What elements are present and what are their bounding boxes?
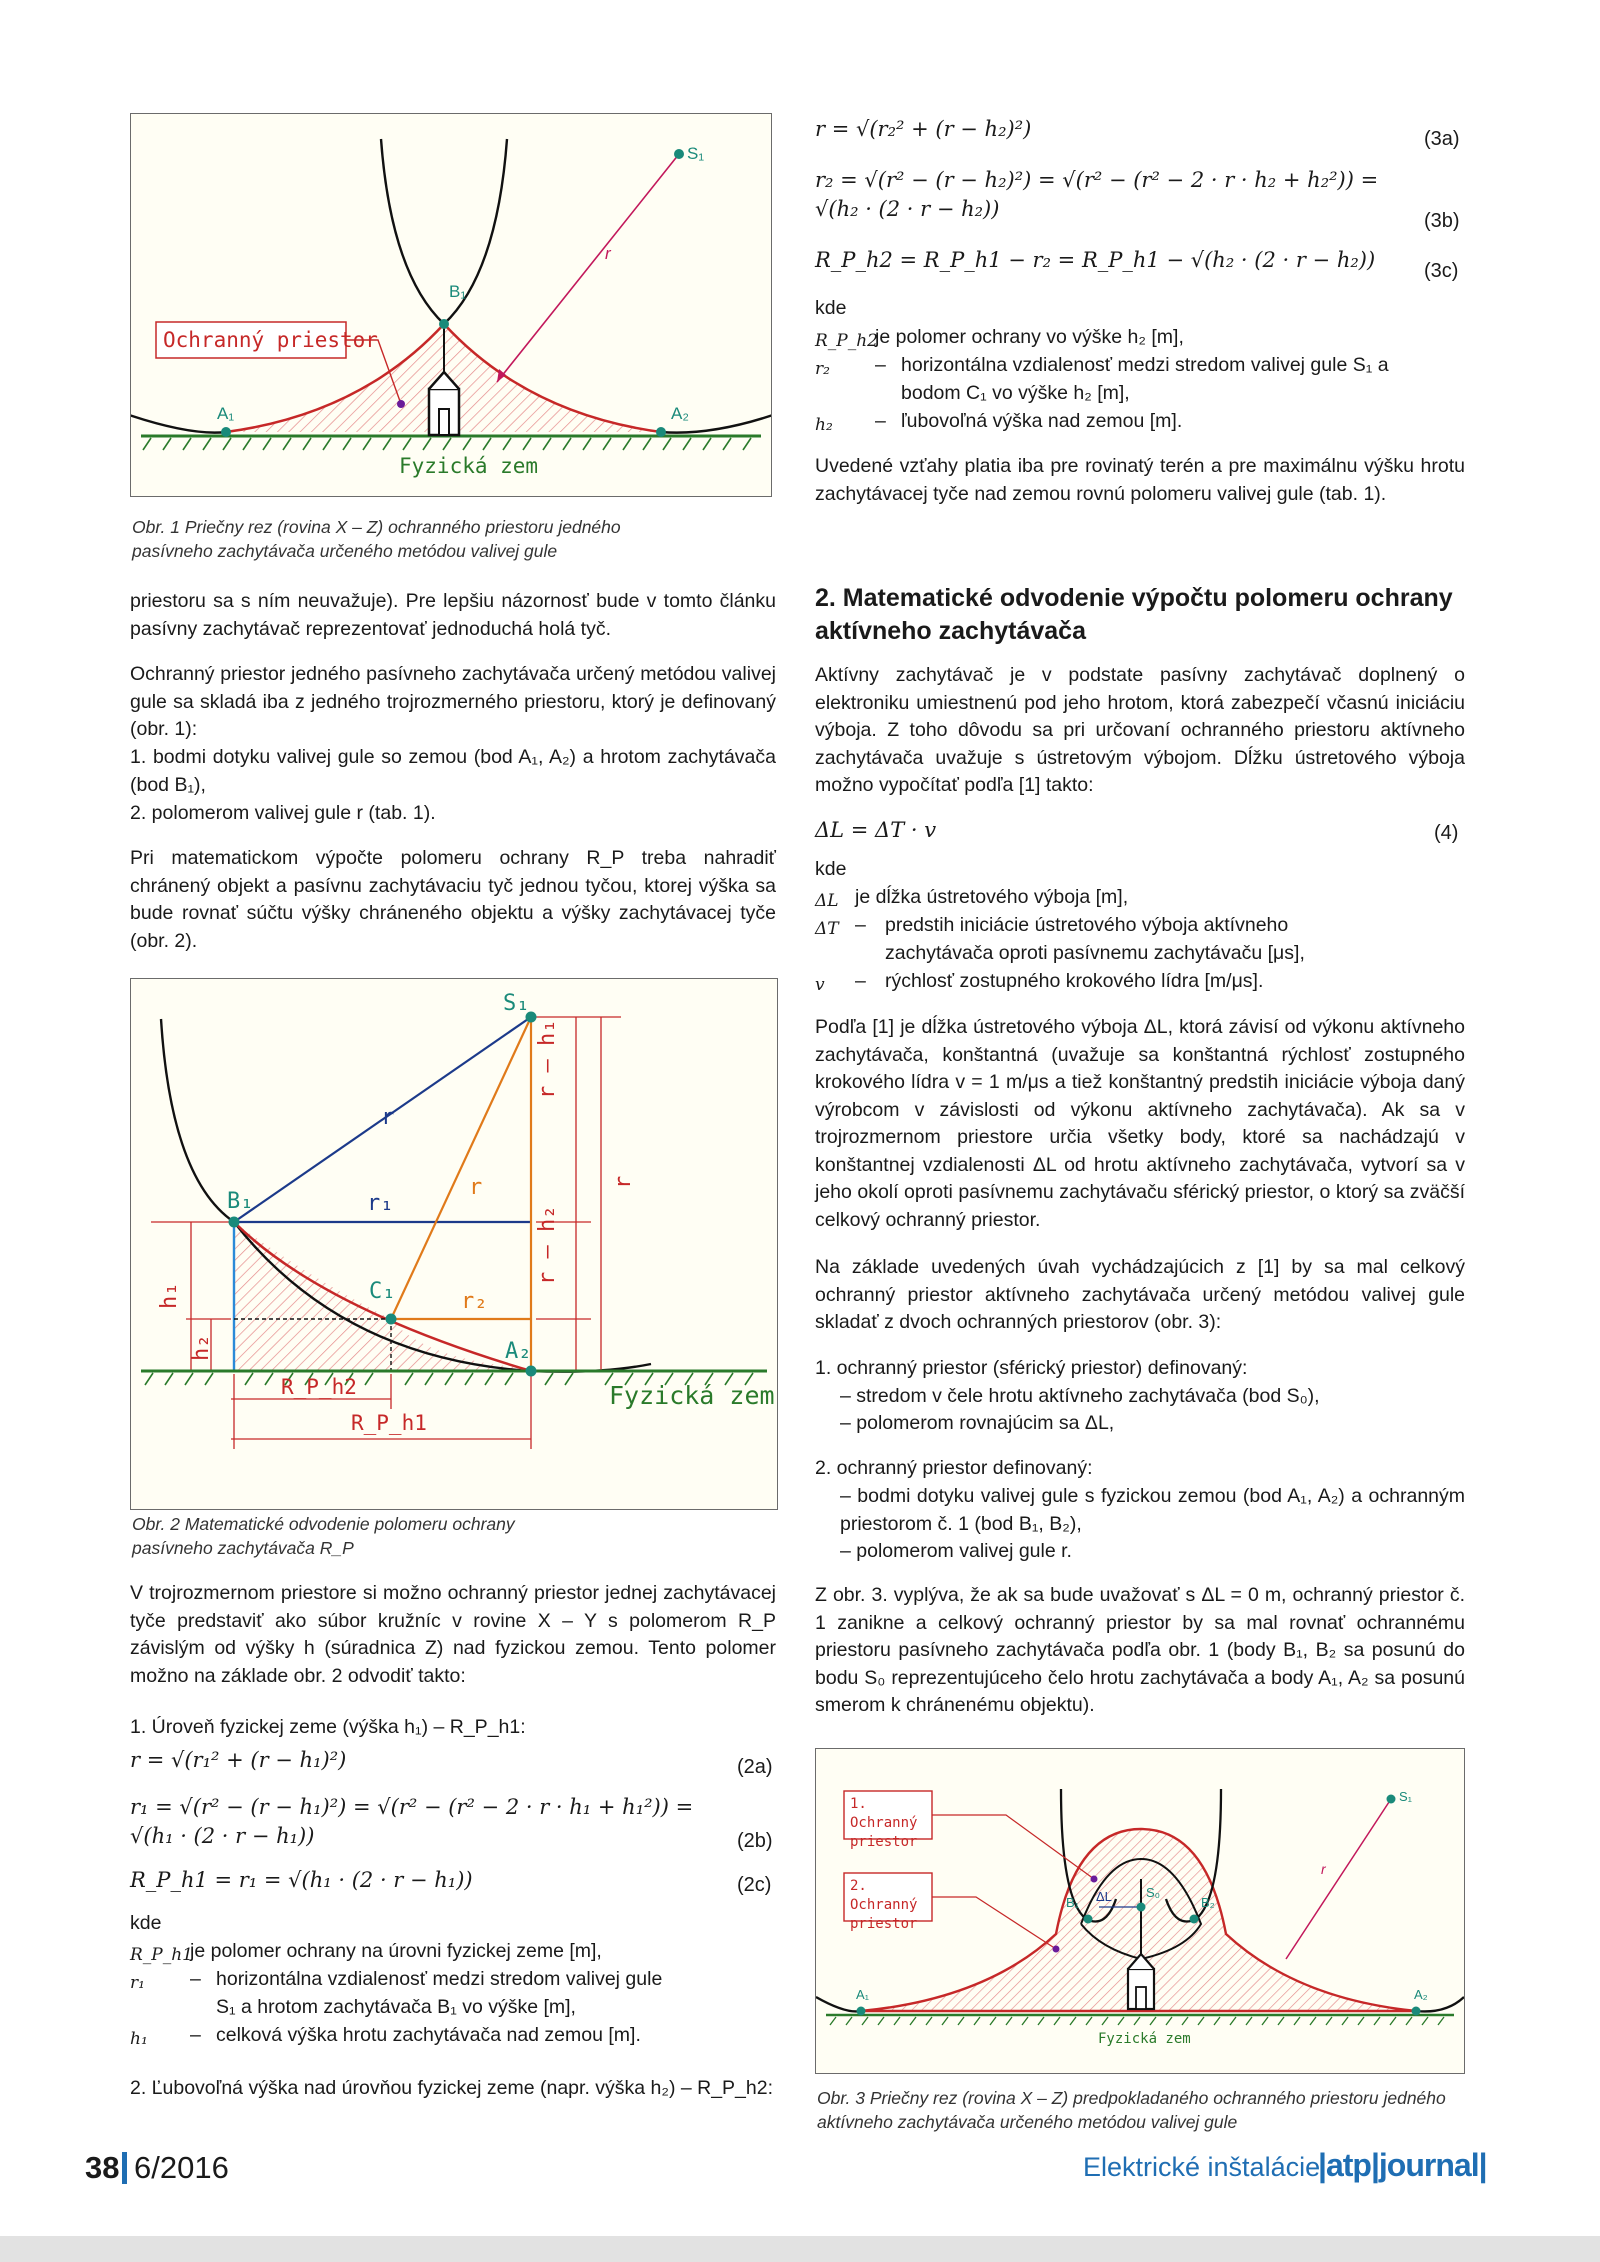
section-name: Elektrické inštalácie <box>1083 2152 1321 2182</box>
def-dash-h1: – <box>190 2024 201 2046</box>
eq-3c-num: (3c) <box>1424 260 1459 282</box>
page-number: 38 <box>85 2150 120 2185</box>
eq-2c-num: (2c) <box>737 1874 772 1896</box>
left-li1: 1. bodmi dotyku valivej gule so zemou (bod A₁, A₂) a hrotom zachytávača (bod B₁), <box>130 746 776 796</box>
eq-2b-line2: √(h₁ · (2 · r − h₁)) <box>130 1824 315 1848</box>
eq-2c: R_P_h1 = r₁ = √(h₁ · (2 · r − h₁)) <box>130 1868 473 1892</box>
fig1-A1: A₁ <box>217 404 235 423</box>
fig2-r2: r₂ <box>461 1289 488 1314</box>
eq-3a-num: (3a) <box>1424 128 1460 150</box>
eq-2b-num: (2b) <box>737 1830 773 1852</box>
fig3-B2: B₂ <box>1201 1895 1215 1910</box>
fig3-box2: 2. Ochranný priestor <box>850 1878 918 1932</box>
right-p5: Z obr. 3. vyplýva, že ak sa bude uvažovať s ΔL = 0 m, ochranný priestor č. 1 zanikne a celkový ochranný priestor by sa mal rovnať ochrannému priestoru pasívneho zachytávača podľa obr. 1 (body B₁, B₂ sa posunú do bodu S₀ reprezentujúceho čelo hrotu zachytávača a body A₁, A₂ sa posunú smerom k chránenému objektu). <box>815 1584 1465 1716</box>
fig1-r: r <box>605 244 611 263</box>
eq-3c: R_P_h2 = R_P_h1 − r₂ = R_P_h1 − √(h₂ · (2 · r − h₂)) <box>815 248 1376 272</box>
eq-3b-num: (3b) <box>1424 210 1460 232</box>
left-p4: V trojrozmernom priestore si možno ochranný priestor jednej zachytávacej tyče predstaviť ako súbor kružníc v rovine X – Y s polomerom R_P závislým od výšky h (súradnica Z) nad fyzickou zemou. Tento polomer možno na základe obr. 2 odvodiť takto: <box>130 1582 776 1687</box>
def-text-dT: predstih iniciácie ústretového výboja aktívneho zachytávača oproti pasívnemu zachytávaču [μs], <box>885 914 1305 964</box>
fig2-r1: r₁ <box>367 1191 394 1216</box>
right-p1: Uvedené vzťahy platia iba pre rovinatý terén a pre maximálnu výšku hrotu zachytávacej tyče nad zemou rovnú polomeru valivej gule (tab. 1). <box>815 455 1465 505</box>
eq-2b-line1: r₁ = √(r² − (r − h₁)²) = √(r² − (r² − 2 · r · h₁ + h₁²)) = <box>130 1795 694 1819</box>
fig3-A1: A₁ <box>856 1987 870 2002</box>
fig1-label-box: Ochranný priestor <box>163 328 378 352</box>
fig2-r-h2: r – h₂ <box>535 1205 560 1285</box>
def-text-h1: celková výška hrotu zachytávača nad zemou [m]. <box>216 2024 641 2046</box>
fig2-caption: Obr. 2 Matematické odvodenie polomeru ochrany pasívneho zachytávača R_P <box>132 1514 515 1558</box>
section-heading: 2. Matematické odvodenie výpočtu polomeru ochrany aktívneho zachytávača <box>815 584 1453 645</box>
def-text-r1: horizontálna vzdialenosť medzi stredom valivej gule S₁ a hrotom zachytávača B₁ vo výške [m], <box>216 1968 663 2018</box>
eq-4: ΔL = ΔT · v <box>815 818 937 842</box>
right-li2b: – polomerom valivej gule r. <box>840 1540 1072 1562</box>
def-text-v: rýchlosť zostupného krokového lídra [m/μs]. <box>885 970 1264 992</box>
fig1-ground-label: Fyzická zem <box>399 454 539 478</box>
def-text-h2: ľubovoľná výška nad zemou [m]. <box>901 410 1183 432</box>
fig3-caption: Obr. 3 Priečny rez (rovina X – Z) predpokladaného ochranného priestoru jedného aktívneho zachytávača určeného metódou valivej gule <box>817 2088 1446 2132</box>
fig2-h2: h₂ <box>189 1334 214 1361</box>
footer-divider <box>122 2152 127 2184</box>
fig3-S1: S₁ <box>1399 1789 1413 1804</box>
journal-logo: |atp|journal| <box>1318 2147 1487 2183</box>
fig3-dL: ΔL <box>1096 1889 1112 1904</box>
left-p2: Ochranný priestor jedného pasívneho zachytávača určený metódou valivej gule sa skladá iba z jedného trojrozmerného priestoru, ktorý je definovaný (obr. 1): <box>130 663 776 740</box>
right-kde: kde <box>815 297 847 319</box>
left-step1: 1. Úroveň fyzickej zeme (výška h₁) – R_P_h1: <box>130 1716 526 1738</box>
fig2-h1: h₁ <box>157 1282 182 1309</box>
fig2-r: r <box>381 1105 395 1130</box>
eq-3b-line2: √(h₂ · (2 · r − h₂)) <box>815 197 1000 221</box>
right-p4: Na základe uvedených úvah vychádzajúcich z [1] by sa mal celkový ochranný priestor aktívneho zachytávača určený metódou valivej gule skladať z dvoch ochranných priestorov (obr. 3): <box>815 1256 1465 1333</box>
def-dash-h2: – <box>875 410 886 432</box>
right-definitions-2 <box>815 884 1465 1004</box>
fig1-caption: Obr. 1 Priečny rez (rovina X – Z) ochranného priestoru jedného pasívneho zachytávača určeného metódou valivej gule <box>132 517 621 561</box>
fig2-B1: B₁ <box>227 1189 254 1214</box>
right-kde2: kde <box>815 858 847 880</box>
fig3-box1: 1. Ochranný priestor <box>850 1796 918 1850</box>
def-sym-dT: ΔT <box>815 919 839 939</box>
issue-number: 6/2016 <box>134 2150 229 2185</box>
fig2-C1: C₁ <box>369 1279 396 1304</box>
fig2-RPh2: R_P_h2 <box>281 1375 357 1399</box>
def-dash-dT: – <box>855 914 866 936</box>
def-text-RPh2: je polomer ochrany vo výške h₂ [m], <box>875 326 1184 348</box>
def-sym-r2: r₂ <box>815 359 830 379</box>
eq-3b-line1: r₂ = √(r² − (r − h₂)²) = √(r² − (r² − 2 · r · h₂ + h₂²)) = <box>815 168 1379 192</box>
fig3-B1: B₁ <box>1066 1895 1080 1910</box>
def-sym-r1: r₁ <box>130 1973 145 1993</box>
figure-2-drawing <box>131 979 777 1509</box>
left-li2: 2. polomerom valivej gule r (tab. 1). <box>130 802 436 824</box>
right-li1: 1. ochranný priestor (sférický priestor) definovaný: <box>815 1357 1248 1379</box>
def-text-RPh1: je polomer ochrany na úrovni fyzickej zeme [m], <box>190 1940 602 1962</box>
def-dash-r2: – <box>875 354 886 376</box>
fig3-r: r <box>1321 1861 1326 1877</box>
left-p1: priestoru sa s ním neuvažuje). Pre lepšiu názornosť bude v tomto článku pasívny zachytávač reprezentovať jednoduchá holá tyč. <box>130 590 776 640</box>
def-dash-v: – <box>855 970 866 992</box>
right-li2: 2. ochranný priestor definovaný: <box>815 1457 1093 1479</box>
fig3-ground: Fyzická zem <box>1098 2031 1191 2047</box>
def-text-r2: horizontálna vzdialenosť medzi stredom valivej gule S₁ a bodom C₁ vo výške h₂ [m], <box>901 354 1389 404</box>
right-p2: Aktívny zachytávač je v podstate pasívny zachytávač doplnený o elektroniku umiestnenú pod jeho hrotom, ktorá zabezpečí včasnú iniciáciu výboja. Z toho dôvodu sa pri určovaní ochranného priestoru aktívneho zachytávača uvažuje s ústretovým výbojom. Dĺžku ústretového výboja možno vypočítať podľa [1] takto: <box>815 664 1465 796</box>
def-sym-v: v <box>815 975 825 995</box>
right-li1a: – stredom v čele hrotu aktívneho zachytávača (bod S₀), <box>840 1385 1320 1407</box>
eq-2a: r = √(r₁² + (r − h₁)²) <box>130 1748 347 1772</box>
fig1-S1: S₁ <box>687 144 705 163</box>
fig2-S1: S₁ <box>503 991 530 1016</box>
def-text-dL: je dĺžka ústretového výboja [m], <box>855 886 1129 908</box>
fig2-A2: A₂ <box>505 1339 532 1364</box>
figure-1-drawing <box>131 114 771 496</box>
right-definitions <box>815 324 1465 444</box>
right-li1b: – polomerom rovnajúcim sa ΔL, <box>840 1412 1115 1434</box>
left-step2: 2. Ľubovoľná výška nad úrovňou fyzickej zeme (napr. výška h₂) – R_P_h2: <box>130 2077 774 2099</box>
figure-2 <box>130 978 778 1510</box>
fig1-B1: B₁ <box>449 282 467 301</box>
eq-3a: r = √(r₂² + (r − h₂)²) <box>815 117 1032 141</box>
fig3-A2: A₂ <box>1414 1987 1428 2002</box>
eq-2a-num: (2a) <box>737 1756 773 1778</box>
left-definitions <box>130 1938 776 2058</box>
fig2-RPh1: R_P_h1 <box>351 1411 427 1435</box>
left-p3: Pri matematickom výpočte polomeru ochrany R_P treba nahradiť chránený objekt a pasívnu zachytávaciu tyč jednou tyčou, ktorej výška sa bude rovnať súčtu výšky chráneného objektu a výšky zachytávacej tyče (obr. 2). <box>130 847 776 952</box>
def-sym-h2: h₂ <box>815 415 833 435</box>
eq-4-num: (4) <box>1434 822 1459 844</box>
left-kde: kde <box>130 1912 162 1934</box>
def-sym-RPh1: R_P_h1 <box>130 1945 194 1965</box>
fig2-r-right: r <box>611 1175 636 1189</box>
right-p3: Podľa [1] je dĺžka ústretového výboja ΔL, ktorá závisí od výkonu aktívneho zachytávača, konštantná (uvažuje sa konštantná rýchlosť zostupného krokového lídra v = 1 m/μs a tiež konštantný predstih iniciácie výboja daný výrobcom v závislosti od výkonu aktívneho zachytávača). Ak sa v trojrozmernom priestore určia všetky body, ktoré sa nachádzajú v konštantnej vzdialenosti ΔL od hrotu aktívneho zachytávača, vytvorí sa v jeho okolí oproti pasívnemu zachytávaču sférický priestor, o ktorý sa zväčší celkový ochranný priestor. <box>815 1016 1465 1231</box>
def-sym-h1: h₁ <box>130 2029 148 2049</box>
fig2-r-orange: r <box>469 1175 483 1200</box>
def-sym-RPh2: R_P_h2 <box>815 331 879 351</box>
bottom-bar <box>0 2236 1600 2262</box>
def-dash-r1: – <box>190 1968 201 1990</box>
figure-1 <box>130 113 772 497</box>
figure-3 <box>815 1748 1465 2074</box>
fig2-r-h1: r – h₁ <box>535 1019 560 1099</box>
right-li2a: – bodmi dotyku valivej gule s fyzickou zemou (bod A₁, A₂) a ochranným priestorom č. 1 (bod B₁, B₂), <box>840 1485 1465 1535</box>
fig2-ground: Fyzická zem <box>609 1381 775 1410</box>
fig3-S0: S₀ <box>1146 1885 1161 1900</box>
fig1-A2: A₂ <box>671 404 689 423</box>
def-sym-dL: ΔL <box>815 891 839 911</box>
